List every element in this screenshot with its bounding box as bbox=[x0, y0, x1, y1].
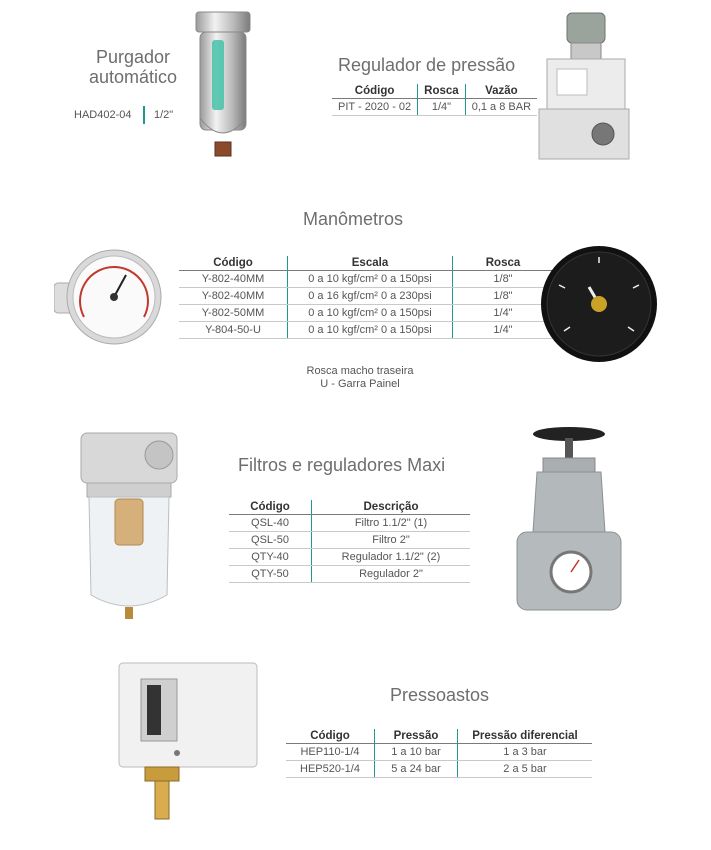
filtros-header-descricao: Descrição bbox=[312, 500, 471, 515]
filtros-title: Filtros e reguladores Maxi bbox=[238, 455, 446, 475]
manometros-cell: 1/4" bbox=[453, 305, 554, 322]
pressure-gauge-image bbox=[54, 247, 166, 347]
table-row bbox=[179, 322, 553, 339]
pressure-gauge-black-image bbox=[539, 245, 659, 363]
pressoastos-table bbox=[286, 729, 592, 778]
manometros-cell: 0 a 10 kgf/cm² 0 a 150psi bbox=[288, 305, 453, 322]
table-row bbox=[286, 761, 592, 778]
filtros-cell: Regulador 1.1/2" (2) bbox=[312, 549, 471, 566]
manometros-cell: 1/4" bbox=[453, 322, 554, 339]
filtros-header-codigo: Código bbox=[229, 500, 312, 515]
regulador-title: Regulador de pressão bbox=[338, 55, 516, 75]
pressure-switch-image bbox=[117, 661, 261, 825]
filter-image bbox=[77, 427, 181, 623]
pressoastos-header-pressao: Pressão bbox=[375, 729, 458, 744]
table-row bbox=[332, 99, 537, 116]
manometros-cell: 0 a 10 kgf/cm² 0 a 150psi bbox=[288, 322, 453, 339]
purgador-thread: 1/2" bbox=[153, 109, 174, 121]
table-row bbox=[179, 305, 553, 322]
maxi-regulator-image bbox=[513, 424, 625, 624]
pressoastos-header-codigo: Código bbox=[286, 729, 375, 744]
table-row bbox=[229, 566, 470, 583]
filtros-cell: Regulador 2" bbox=[312, 566, 471, 583]
manometros-cell: Y-802-40MM bbox=[179, 288, 288, 305]
manometros-header-codigo: Código bbox=[179, 256, 288, 271]
regulador-cell: PIT - 2020 - 02 bbox=[332, 99, 418, 116]
table-row bbox=[229, 532, 470, 549]
filtros-cell: QTY-40 bbox=[229, 549, 312, 566]
filtros-cell: QTY-50 bbox=[229, 566, 312, 583]
manometros-cell: 1/8" bbox=[453, 288, 554, 305]
pressoastos-title: Pressoastos bbox=[390, 685, 490, 705]
pressoastos-cell: 1 a 10 bar bbox=[375, 744, 458, 761]
manometros-header-escala: Escala bbox=[288, 256, 453, 271]
filtros-cell: Filtro 1.1/2" (1) bbox=[312, 515, 471, 532]
pressoastos-cell: HEP520-1/4 bbox=[286, 761, 375, 778]
filtros-table bbox=[229, 500, 470, 583]
manometros-cell: 0 a 10 kgf/cm² 0 a 150psi bbox=[288, 271, 453, 288]
filtros-cell: Filtro 2" bbox=[312, 532, 471, 549]
manometros-note-line2: U - Garra Painel bbox=[320, 378, 400, 390]
regulador-header-codigo: Código bbox=[332, 84, 418, 99]
manometros-cell: Y-804-50-U bbox=[179, 322, 288, 339]
regulador-header-rosca: Rosca bbox=[418, 84, 466, 99]
manometros-cell: 1/8" bbox=[453, 271, 554, 288]
regulador-cell: 1/4" bbox=[418, 99, 466, 116]
drain-image bbox=[188, 8, 258, 160]
purgador-title-line1: Purgador bbox=[95, 47, 171, 67]
pressoastos-cell: 1 a 3 bar bbox=[458, 744, 593, 761]
table-row bbox=[229, 549, 470, 566]
pressoastos-cell: 5 a 24 bar bbox=[375, 761, 458, 778]
filtros-cell: QSL-40 bbox=[229, 515, 312, 532]
manometros-note bbox=[280, 365, 440, 391]
regulador-table bbox=[332, 84, 537, 116]
regulador-cell: 0,1 a 8 BAR bbox=[465, 99, 537, 116]
manometros-cell: Y-802-40MM bbox=[179, 271, 288, 288]
purgador-title bbox=[78, 47, 188, 87]
purgador-code: HAD402-04 bbox=[74, 109, 132, 121]
manometros-note-line1: Rosca macho traseira bbox=[306, 365, 414, 377]
pressoastos-cell: HEP110-1/4 bbox=[286, 744, 375, 761]
purgador-title-line2: automático bbox=[88, 67, 178, 87]
manometros-title: Manômetros bbox=[303, 209, 404, 229]
pressoastos-cell: 2 a 5 bar bbox=[458, 761, 593, 778]
table-row bbox=[229, 515, 470, 532]
manometros-cell: 0 a 16 kgf/cm² 0 a 230psi bbox=[288, 288, 453, 305]
pressure-regulator-image bbox=[533, 9, 633, 169]
table-row bbox=[179, 271, 553, 288]
purgador-spec bbox=[74, 106, 173, 124]
manometros-cell: Y-802-50MM bbox=[179, 305, 288, 322]
pressoastos-header-pressao-diferencial: Pressão diferencial bbox=[458, 729, 593, 744]
table-row bbox=[286, 744, 592, 761]
manometros-header-rosca: Rosca bbox=[453, 256, 554, 271]
regulador-header-vazao: Vazão bbox=[465, 84, 537, 99]
filtros-cell: QSL-50 bbox=[229, 532, 312, 549]
manometros-table bbox=[179, 256, 553, 339]
table-row bbox=[179, 288, 553, 305]
purgador-divider bbox=[143, 106, 145, 124]
